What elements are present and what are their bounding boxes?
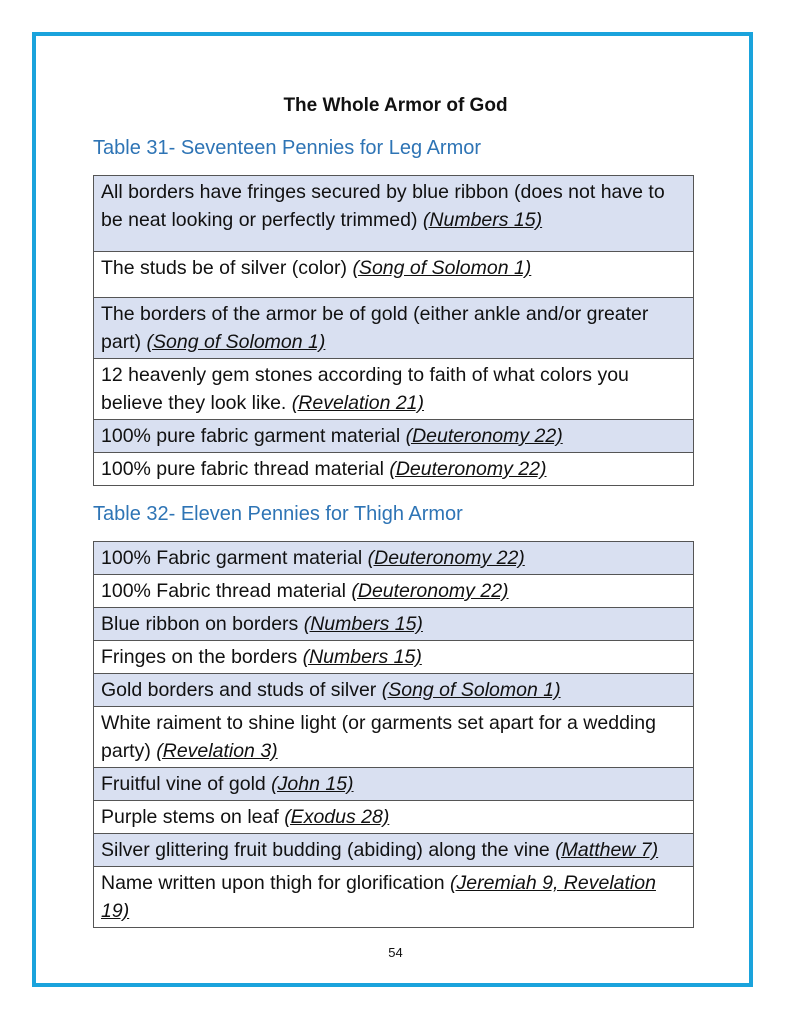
scripture-reference: (Matthew 7) xyxy=(555,839,659,861)
row-text: Gold borders and studs of silver xyxy=(101,679,382,701)
scripture-reference: (Numbers 15) xyxy=(302,646,422,668)
scripture-reference: (Deuteronomy 22) xyxy=(405,425,563,447)
scripture-reference: (Jeremiah 9, Revelation 19) xyxy=(101,872,656,922)
table-row xyxy=(94,542,694,575)
table-row xyxy=(94,674,694,707)
scripture-reference: (John 15) xyxy=(271,773,354,795)
table-cell xyxy=(94,176,694,252)
table-row xyxy=(94,641,694,674)
row-text: 12 heavenly gem stones according to faith of what colors you believe they look like. xyxy=(101,364,629,414)
table-cell xyxy=(94,575,694,608)
table-row xyxy=(94,801,694,834)
scripture-reference: (Song of Solomon 1) xyxy=(381,679,561,701)
scripture-reference: (Numbers 15) xyxy=(422,209,543,231)
table-row xyxy=(94,834,694,867)
page-number: 54 xyxy=(388,945,403,960)
table-row xyxy=(94,768,694,801)
scripture-reference: (Revelation 3) xyxy=(156,740,278,762)
table-cell xyxy=(94,801,694,834)
table-cell xyxy=(94,608,694,641)
row-text: The borders of the armor be of gold (either ankle and/or greater part) xyxy=(101,303,649,353)
table-cell xyxy=(94,359,694,420)
scripture-reference: (Numbers 15) xyxy=(303,613,423,635)
table-row xyxy=(94,359,694,420)
table-32-caption: Table 32- Eleven Pennies for Thigh Armor xyxy=(93,503,463,525)
row-text: The studs be of silver (color) xyxy=(101,257,353,279)
row-text: Name written upon thigh for glorification xyxy=(101,872,451,894)
row-text: All borders have fringes secured by blue ribbon (does not have to be neat looking or perfectly trimmed) xyxy=(101,181,665,231)
row-text: 100% Fabric garment material xyxy=(101,547,368,569)
scripture-reference: (Deuteronomy 22) xyxy=(367,547,525,569)
thigh-armor-table xyxy=(93,541,694,928)
scripture-reference: (Song of Solomon 1) xyxy=(146,331,326,353)
leg-armor-table xyxy=(93,175,694,486)
table-cell xyxy=(94,298,694,359)
scripture-reference: (Deuteronomy 22) xyxy=(389,458,547,480)
row-text: 100% pure fabric thread material xyxy=(101,458,390,480)
table-cell xyxy=(94,707,694,768)
table-cell xyxy=(94,453,694,486)
table-row xyxy=(94,707,694,768)
table-cell xyxy=(94,641,694,674)
table-row xyxy=(94,298,694,359)
row-text: Silver glittering fruit budding (abiding) along the vine xyxy=(101,839,556,861)
scripture-reference: (Deuteronomy 22) xyxy=(351,580,509,602)
table-cell xyxy=(94,542,694,575)
table-row xyxy=(94,420,694,453)
table-cell xyxy=(94,867,694,928)
scripture-reference: (Revelation 21) xyxy=(291,392,425,414)
row-text: Fringes on the borders xyxy=(101,646,303,668)
table-row xyxy=(94,453,694,486)
row-text: Fruitful vine of gold xyxy=(101,773,272,795)
table-row xyxy=(94,867,694,928)
row-text: White raiment to shine light (or garments set apart for a wedding party) xyxy=(101,712,656,762)
table-row xyxy=(94,176,694,252)
row-text: 100% pure fabric garment material xyxy=(101,425,406,447)
scripture-reference: (Exodus 28) xyxy=(284,806,390,828)
table-cell xyxy=(94,252,694,298)
table-row xyxy=(94,608,694,641)
table-row xyxy=(94,252,694,298)
table-cell xyxy=(94,834,694,867)
row-text: Blue ribbon on borders xyxy=(101,613,304,635)
page-title: The Whole Armor of God xyxy=(283,95,508,116)
table-cell xyxy=(94,420,694,453)
row-text: 100% Fabric thread material xyxy=(101,580,352,602)
table-cell xyxy=(94,674,694,707)
row-text: Purple stems on leaf xyxy=(101,806,285,828)
table-row xyxy=(94,575,694,608)
scripture-reference: (Song of Solomon 1) xyxy=(352,257,532,279)
table-31-caption: Table 31- Seventeen Pennies for Leg Armor xyxy=(93,137,482,159)
table-cell xyxy=(94,768,694,801)
